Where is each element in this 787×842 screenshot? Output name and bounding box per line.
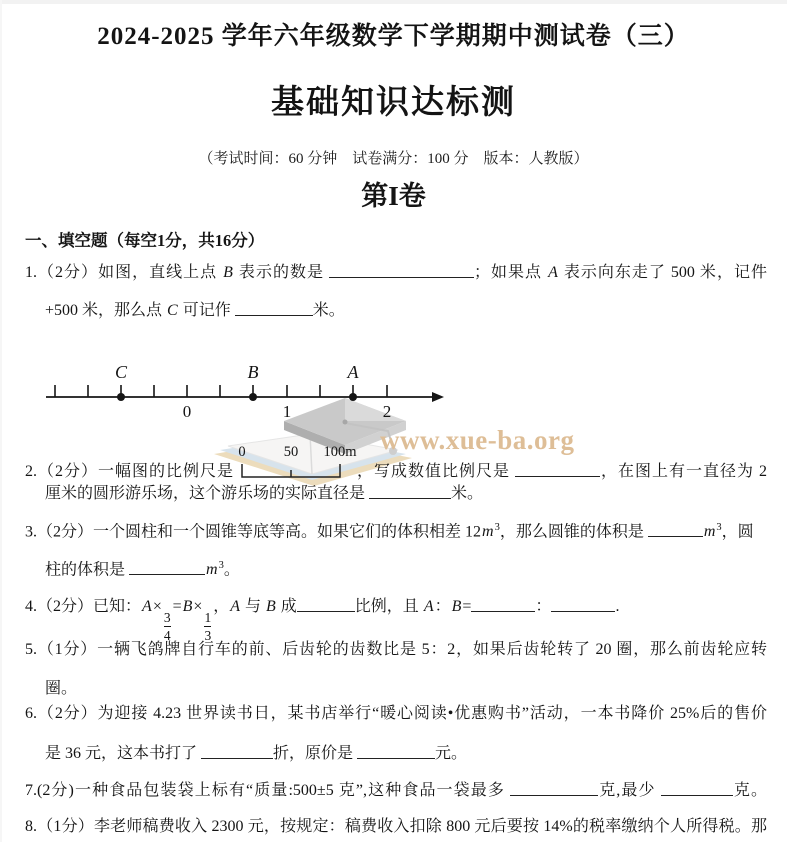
denominator: 3	[204, 627, 212, 643]
question-text: 一个圆柱和一个圆锥等底等高。如果它们的体积相差 12	[93, 523, 482, 541]
blank-underline	[369, 484, 451, 499]
point-label-b: B	[247, 362, 259, 382]
blank-underline	[201, 744, 273, 759]
number-line-diagram	[28, 350, 468, 424]
question-text: 已知：	[93, 598, 142, 615]
exponent: 3	[716, 522, 722, 533]
blank-underline	[515, 462, 600, 477]
equals-sign: =	[462, 598, 472, 615]
question-text: 比例，且	[354, 598, 423, 615]
unit-m: m	[482, 523, 494, 541]
tick-label-0: 0	[182, 402, 192, 421]
scale-label-50: 50	[283, 444, 299, 460]
variable-a: A	[230, 598, 240, 615]
question-text: 厘米的圆形游乐场，这个游乐场的实际直径是	[45, 485, 370, 502]
watermark-url-text: www.xue-ba.org	[380, 425, 575, 455]
numerator: 3	[163, 610, 171, 625]
question-text: 一种食品包装袋上标有“质量:500±5 克”,这种食品一袋最多	[73, 782, 511, 799]
question-text: 一幅图的比例尺是	[98, 463, 234, 480]
question-text: 米。	[312, 302, 345, 319]
map-scale-bar	[234, 444, 356, 480]
tick-label-2: 2	[382, 402, 392, 421]
variable-b: B	[223, 264, 233, 281]
blank-underline	[297, 597, 355, 612]
question-number: 8.（1分）	[25, 818, 94, 835]
question-text: ，在图上有一直径为 2	[599, 463, 767, 480]
question-6-line-2	[45, 743, 767, 764]
question-2-line-2	[45, 483, 767, 504]
question-text: ，写成数值比例尺是	[356, 463, 515, 480]
exponent: 3	[218, 560, 224, 571]
unit-m: m	[703, 523, 716, 541]
numerator: 1	[204, 610, 212, 625]
question-6-line-1	[25, 704, 767, 724]
question-text: 如图，直线上点	[98, 264, 223, 281]
variable-a: A	[548, 264, 558, 281]
blank-underline	[235, 301, 313, 316]
question-text: 柱的体积是	[45, 561, 130, 579]
point-c-dot	[117, 393, 125, 401]
point-a-dot	[349, 393, 357, 401]
fraction-three-fourths	[164, 611, 171, 642]
question-text: 表示向东走了 500 米，记件	[558, 264, 767, 281]
question-text: 为迎接 4.23 世界读书日，某书店举行“暖心阅读•优惠购书”活动，一本书降价 25%后的售价	[97, 705, 767, 722]
question-text: 与	[240, 598, 265, 615]
variable-c: C	[167, 302, 178, 319]
question-3-line-1	[25, 521, 767, 542]
question-text: ，圆	[721, 523, 754, 541]
blank-underline	[510, 781, 598, 796]
page-left-edge	[0, 0, 2, 842]
question-text: 表示的数是	[233, 264, 329, 281]
question-3-line-2	[45, 559, 767, 580]
colon: ：	[535, 598, 552, 615]
question-1-line-2	[45, 300, 767, 321]
question-text: 米。	[451, 485, 484, 502]
colon: ：	[434, 598, 451, 615]
tick-marks	[55, 385, 387, 397]
question-text: 一辆飞鸽牌自行车的前、后齿轮的齿数比是 5：2，如果后齿轮转了 20 圈，那么前齿轮应转	[97, 641, 767, 658]
point-label-c: C	[114, 362, 128, 382]
exam-title: 2024-2025 学年六年级数学下学期期中测试卷（三）	[97, 23, 690, 50]
question-text: 元。	[435, 745, 468, 762]
question-text: ；如果点	[474, 264, 548, 281]
variable-a: A	[423, 598, 434, 615]
exam-subtitle: 基础知识达标测	[271, 83, 516, 120]
blank-underline	[329, 263, 474, 278]
question-5-line-2	[45, 679, 767, 699]
question-number: 3.（2分）	[25, 523, 94, 541]
question-number: 1.（2分）	[25, 264, 99, 281]
tick-label-1: 1	[282, 402, 292, 421]
question-number: 7.(2分)	[25, 782, 74, 799]
equals-sign: =	[172, 598, 182, 615]
variable-b: B	[182, 598, 193, 615]
question-text: +500 米，那么点	[45, 302, 167, 319]
question-number: 5.（1分）	[25, 641, 98, 658]
question-text: 。	[223, 561, 240, 579]
question-text: 克。	[732, 782, 767, 799]
times-sign: ×	[193, 598, 203, 615]
blank-underline	[661, 781, 733, 796]
fraction-bar	[204, 626, 211, 627]
variable-a: A	[142, 598, 152, 615]
blank-underline	[471, 597, 535, 612]
question-text: 成	[276, 598, 297, 615]
question-1-line-1	[25, 262, 767, 283]
times-sign: ×	[152, 598, 162, 615]
question-text: 克,最少	[598, 782, 661, 799]
question-text: 是 36 元，这本书打了	[45, 745, 202, 762]
question-number: 4.（2分）	[25, 598, 94, 615]
question-8-line-1	[25, 817, 767, 837]
blank-underline	[648, 522, 703, 537]
question-4-line-1	[25, 596, 767, 642]
arrowhead-icon	[432, 392, 444, 402]
blank-underline	[357, 744, 435, 759]
section-heading: 一、填空题（每空1分，共16分）	[25, 231, 265, 250]
question-text: 折，原价是	[273, 745, 358, 762]
page-top-edge	[0, 0, 787, 4]
variable-b: B	[266, 598, 276, 615]
question-text: 李老师稿费收入 2300 元，按规定：稿费收入扣除 800 元后要按 14%的税率缴纳个人所得税。那	[93, 818, 767, 835]
volume-heading: 第I卷	[361, 181, 426, 211]
scale-label-0: 0	[238, 444, 246, 460]
exam-info-line: （考试时间：60 分钟 试卷满分：100 分 版本：人教版）	[198, 151, 589, 167]
question-text: ，	[213, 598, 230, 615]
exponent: 3	[494, 522, 500, 533]
question-5-line-1	[25, 640, 767, 660]
fraction-one-third	[204, 611, 211, 642]
point-label-a: A	[347, 362, 359, 382]
blank-underline	[129, 560, 205, 575]
question-2-line-1	[25, 444, 767, 482]
variable-b: B	[451, 598, 462, 615]
question-7-line-1	[25, 780, 767, 801]
question-number: 2.（2分）	[25, 463, 98, 480]
question-text: ，那么圆锥的体积是	[499, 523, 648, 541]
fraction-bar	[164, 626, 171, 627]
blank-underline	[551, 597, 615, 612]
question-text: .	[615, 598, 620, 615]
scale-label-100m: 100m	[323, 444, 357, 460]
question-text: 可记作	[178, 302, 235, 319]
denominator: 4	[163, 627, 171, 643]
question-text: 圈。	[45, 680, 78, 697]
point-b-dot	[249, 393, 257, 401]
question-number: 6.（2分）	[25, 705, 98, 722]
unit-m: m	[206, 561, 218, 579]
